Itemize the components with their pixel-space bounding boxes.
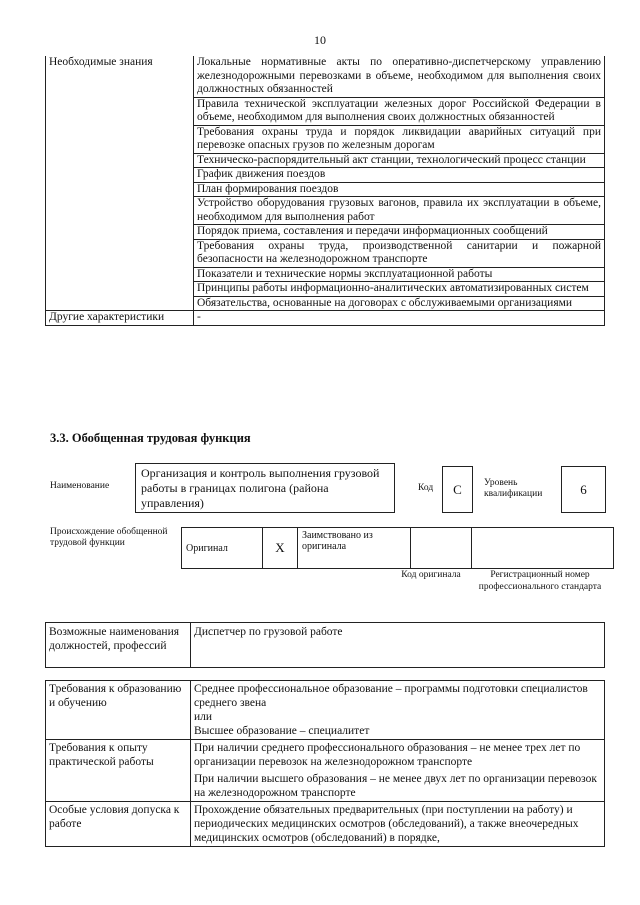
knowledge-item: План формирования поездов: [194, 182, 605, 197]
code-caption: Код оригинала: [401, 570, 461, 580]
possible-names-label: Возможные наименования должностей, профессий: [46, 623, 191, 668]
registration-number-cell: [472, 528, 614, 569]
experience-value: [191, 740, 605, 802]
original-label: Оригинал: [182, 528, 263, 569]
knowledge-item: Локальные нормативные акты по оперативно-диспетчерскому управлению железнодорожными перевозками в объеме, необходимом для выполнения своих должностных обязанностей: [194, 56, 605, 97]
conditions-label: Особые условия допуска к работе: [46, 802, 191, 847]
origin-label: Происхождение обобщенной трудовой функции: [50, 527, 168, 548]
other-characteristics-value: -: [194, 311, 605, 326]
level-value: 6: [561, 466, 606, 513]
knowledge-item: График движения поездов: [194, 168, 605, 183]
knowledge-item: Обязательства, основанные на договорах с обслуживаемыми организациями: [194, 296, 605, 311]
knowledge-item: Техническо-распорядительный акт станции, технологический процесс станции: [194, 153, 605, 168]
knowledge-item: Показатели и технические нормы эксплуатационной работы: [194, 267, 605, 282]
experience-line: При наличии высшего образования – не менее двух лет по организации перевозок на железнодорожном транспорте: [194, 773, 597, 799]
original-mark: X: [263, 528, 298, 569]
requirements-table: [45, 680, 605, 847]
experience-line: При наличии среднего профессионального образования – не менее трех лет по организации перевозок на железнодорожном транспорте: [194, 742, 581, 768]
education-line: или: [194, 711, 213, 723]
origin-table: [181, 527, 614, 569]
conditions-value: Прохождение обязательных предварительных (при поступлении на работу) и периодических медицинских осмотров (обследований), а также внеочередных медицинских осмотров (обследований) в порядке,: [191, 802, 605, 847]
function-name-box: Организация и контроль выполнения грузовой работы в границах полигона (района управления): [135, 463, 395, 513]
other-characteristics-label: Другие характеристики: [46, 311, 194, 326]
section-title: 3.3. Обобщенная трудовая функция: [50, 431, 251, 445]
knowledge-item: Принципы работы информационно-аналитических автоматизированных систем: [194, 282, 605, 297]
education-line: Среднее профессиональное образование – программы подготовки специалистов среднего звена: [194, 683, 588, 709]
knowledge-item: Правила технической эксплуатации железных дорог Российской Федерации в объеме, необходимом для выполнения своих должностных обязанностей: [194, 97, 605, 125]
experience-label: Требования к опыту практической работы: [46, 740, 191, 802]
knowledge-item: Требования охраны труда и порядок ликвидации аварийных ситуаций при перевозке опасных грузов по железным дорогам: [194, 125, 605, 153]
code-value: С: [442, 466, 473, 513]
knowledge-table: [45, 56, 605, 326]
education-label: Требования к образованию и обучению: [46, 681, 191, 740]
knowledge-header: Необходимые знания: [46, 56, 194, 311]
education-value: [191, 681, 605, 740]
borrowed-label: Заимствовано из оригинала: [298, 528, 411, 569]
possible-names-value: Диспетчер по грузовой работе: [191, 623, 605, 668]
possible-names-table: [45, 622, 605, 668]
education-line: Высшее образование – специалитет: [194, 725, 370, 737]
page-number: 10: [314, 33, 326, 47]
knowledge-item: Требования охраны труда, производственной санитарии и пожарной безопасности на железнодорожном транспорте: [194, 239, 605, 267]
name-label: Наименование: [50, 481, 110, 491]
level-label: Уровень квалификации: [484, 478, 543, 499]
original-code-cell: [411, 528, 472, 569]
knowledge-item: Устройство оборудования грузовых вагонов, правила их эксплуатации в объеме, необходимом для выполнения работ: [194, 197, 605, 225]
code-label: Код: [418, 483, 434, 493]
registration-caption: Регистрационный номер профессионального стандарта: [478, 570, 602, 592]
knowledge-item: Порядок приема, составления и передачи информационных сообщений: [194, 225, 605, 240]
